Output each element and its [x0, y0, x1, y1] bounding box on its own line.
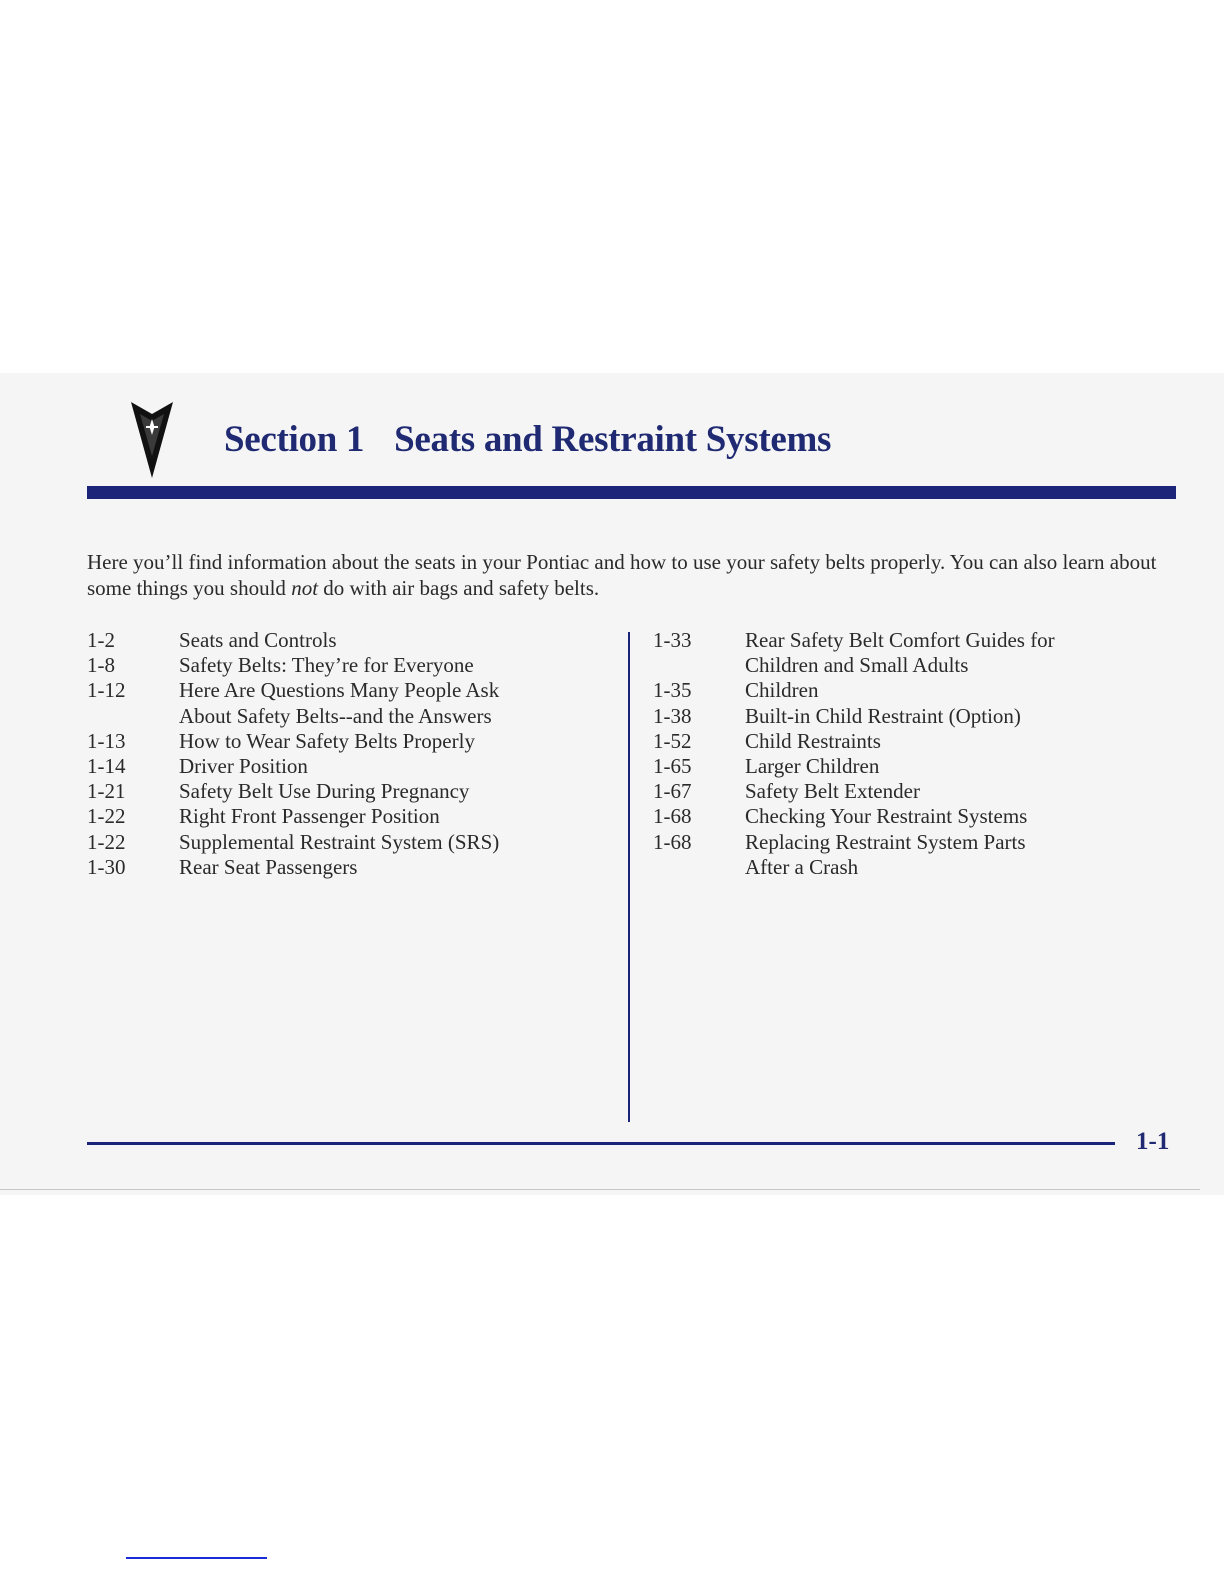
toc-page-number: 1-22: [87, 829, 126, 854]
toc-item[interactable]: [87, 653, 607, 678]
toc-page-number: 1-68: [653, 829, 692, 854]
toc-page-number: 1-13: [87, 728, 126, 753]
toc-entry-title: After a Crash: [745, 854, 859, 879]
toc-page-number: [653, 653, 745, 678]
toc-entry-title: Rear Seat Passengers: [179, 854, 358, 879]
toc-item[interactable]: [87, 754, 607, 779]
toc-item-continuation[interactable]: [87, 704, 607, 729]
toc-entry-title: Seats and Controls: [179, 628, 337, 652]
toc-item[interactable]: [87, 779, 607, 804]
toc-item[interactable]: [87, 628, 607, 653]
toc-item[interactable]: [653, 729, 1173, 754]
toc-entry-title: How to Wear Safety Belts Properly: [179, 728, 475, 753]
toc-entry-title: Checking Your Restraint Systems: [745, 804, 1028, 829]
toc-page-number: 1-8: [87, 653, 115, 678]
toc-entry-title: Supplemental Restraint System (SRS): [179, 829, 500, 854]
pontiac-arrowhead-icon: [131, 400, 173, 480]
toc-page-number: 1-2: [87, 628, 115, 652]
toc-item[interactable]: [653, 704, 1173, 729]
toc-entry-title: Replacing Restraint System Parts: [745, 829, 1026, 854]
footer-rule: [87, 1142, 1115, 1145]
toc-entry-title: Children and Small Adults: [745, 653, 969, 678]
toc-item[interactable]: [653, 678, 1173, 703]
toc-item[interactable]: [653, 628, 1173, 653]
section-label: Section 1: [224, 419, 365, 460]
toc-entry-title: Rear Safety Belt Comfort Guides for: [745, 628, 1055, 652]
page-number: 1-1: [1136, 1128, 1170, 1155]
page-title: [224, 418, 831, 461]
link-underline[interactable]: [126, 1557, 267, 1559]
toc-page-number: 1-33: [653, 628, 692, 652]
toc-entry-title: Child Restraints: [745, 728, 881, 753]
toc-item[interactable]: [653, 804, 1173, 829]
toc-item-continuation[interactable]: [653, 855, 1173, 880]
toc-entry-title: Safety Belt Extender: [745, 779, 920, 804]
header-rule: [87, 486, 1176, 499]
toc-page-number: [653, 855, 745, 880]
toc-entry-title: Safety Belts: They’re for Everyone: [179, 653, 474, 678]
intro-emphasis: not: [291, 576, 319, 600]
toc-entry-title: Children: [745, 678, 819, 703]
toc-item[interactable]: [87, 855, 607, 880]
toc-page-number: 1-12: [87, 678, 126, 703]
toc-page-number: 1-35: [653, 678, 692, 703]
band-edge-line: [0, 1189, 1200, 1190]
toc-page-number: 1-67: [653, 779, 692, 804]
toc-entry-title: Here Are Questions Many People Ask: [179, 678, 500, 703]
toc-page-number: 1-22: [87, 804, 126, 829]
toc-page-number: 1-52: [653, 728, 692, 753]
toc-page-number: 1-30: [87, 854, 126, 879]
toc-item[interactable]: [87, 678, 607, 703]
column-divider: [628, 632, 630, 1122]
toc-item[interactable]: [87, 729, 607, 754]
toc-page-number: [87, 704, 179, 729]
toc-entry-title: Larger Children: [745, 754, 880, 779]
toc-left-column: [87, 628, 607, 880]
intro-paragraph: [87, 549, 1172, 601]
toc-page-number: 1-14: [87, 754, 126, 779]
intro-text-start: Here you’ll find information about the seats in your Pontiac and how to use your safety belts properly. You can also learn about some things you should: [87, 550, 1157, 600]
toc-entry-title: Driver Position: [179, 754, 308, 779]
toc-page-number: 1-68: [653, 804, 692, 829]
toc-item[interactable]: [653, 779, 1173, 804]
section-title: Seats and Restraint Systems: [394, 419, 832, 460]
toc-item-continuation[interactable]: [653, 653, 1173, 678]
intro-text-end: do with air bags and safety belts.: [318, 576, 600, 600]
toc-entry-title: Right Front Passenger Position: [179, 804, 440, 829]
toc-page-number: 1-38: [653, 703, 692, 728]
toc-page-number: 1-21: [87, 779, 126, 804]
toc-item[interactable]: [87, 830, 607, 855]
toc-page-number: 1-65: [653, 754, 692, 779]
toc-item[interactable]: [653, 754, 1173, 779]
toc-entry-title: About Safety Belts--and the Answers: [179, 703, 492, 728]
toc-right-column: [653, 628, 1173, 880]
toc-entry-title: Safety Belt Use During Pregnancy: [179, 779, 470, 804]
toc-item[interactable]: [653, 830, 1173, 855]
toc-entry-title: Built-in Child Restraint (Option): [745, 703, 1021, 728]
toc-item[interactable]: [87, 804, 607, 829]
